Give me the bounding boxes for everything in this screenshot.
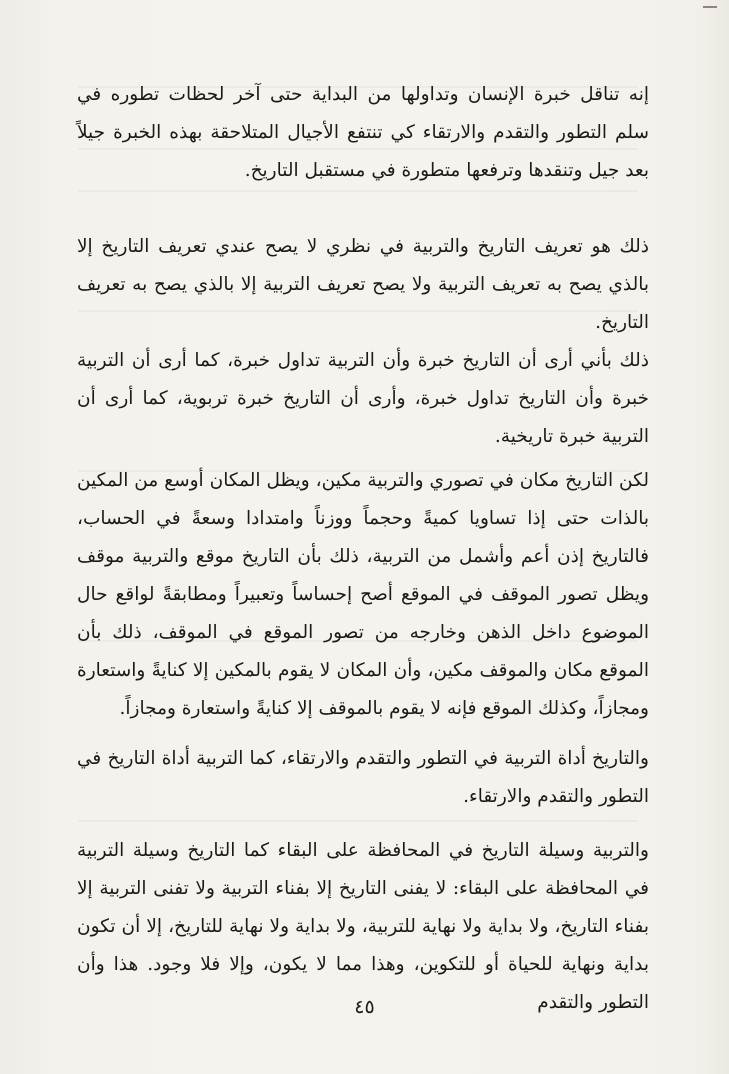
show-through-line: [78, 820, 638, 822]
paragraph-3: ذلك بأني أرى أن التاريخ خبرة وأن التربية تداول خبرة، كما أرى أن التربية خبرة وأن التاريخ تداول خبرة، وأرى أن التاريخ خبرة تربوية، كما أرى أن التربية خبرة تاريخية.: [77, 350, 649, 447]
paragraph-5: والتاريخ أداة التربية في التطور والتقدم والارتقاء، كما التربية أداة التاريخ في التطور والتقدم والارتقاء.: [77, 748, 649, 807]
paragraph-2: ذلك هو تعريف التاريخ والتربية في نظري لا يصح عندي تعريف التاريخ إلا بالذي يصح به تعريف التربية ولا يصح تعريف التربية إلا بالذي يصح به تعريف التاريخ.: [77, 236, 649, 333]
paragraph-1: إنه تناقل خبرة الإنسان وتداولها من البداية حتى آخر لحظات تطوره في سلم التطور والتقدم والارتقاء كي تنتفع الأجيال المتلاحقة بهذه الخبرة جيلاً بعد جيل وتنقدها وترفعها متطورة في مستقبل التاريخ.: [77, 84, 649, 181]
paragraph-4: لكن التاريخ مكان في تصوري والتربية مكين، ويظل المكان أوسع من المكين بالذات حتى إذا تساويا كميةً وحجماً ووزناً وامتدادا وسعةً في الحساب، فالتاريخ إذن أعم وأشمل من التربية، ذلك بأن التاريخ موقع والتربية موقف ويظل تصور الموقف في الموقع أصح إحساساً وتعبيراً ومطابقةً لواقع حال الموضوع داخل الذهن وخارجه من تصور الموقع في الموقف، ذلك بأن الموقع مكان والموقف مكين، وأن المكان لا يقوم بالمكين إلا كنايةً واستعارة ومجازاً، وكذلك الموقع فإنه لا يقوم بالموقف إلا كنايةً واستعارة ومجازاً.: [77, 470, 649, 719]
show-through-line: [78, 190, 638, 192]
paragraph-6: والتربية وسيلة التاريخ في المحافظة على البقاء كما التاريخ وسيلة التربية في المحافظة على البقاء: لا يفنى التاريخ إلا بفناء التربية ولا تفنى التربية إلا بفناء التاريخ، ولا بداية ولا نهاية للتربية، ولا بداية ولا نهاية للتاريخ، إلا أن تكون بداية ونهاية للحياة أو للتكوين، وهذا مما لا يكون، وإلا فلا وجود. هذا وأن التطور والتقدم: [77, 840, 649, 1013]
corner-mark: [703, 6, 717, 8]
page-number: ٤٥: [354, 996, 375, 1018]
